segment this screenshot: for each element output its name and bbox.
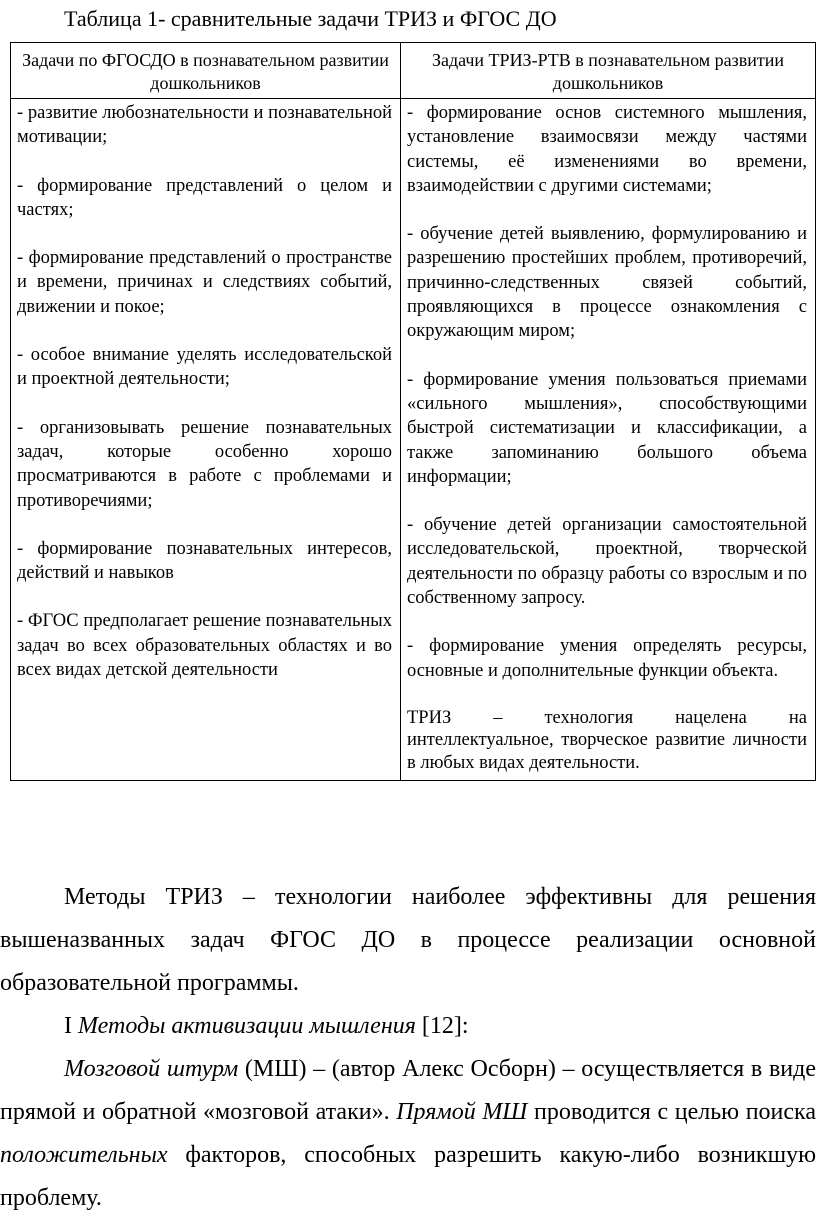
triz-task-item: - формирование основ системного мышления, установление взаимосвязи между частями системы, её изменениями во времени, взаимодействии с другими системами; <box>407 103 807 196</box>
header-fgos: Задачи по ФГОСДО в познавательном развитии дошкольников <box>11 43 401 99</box>
text-run: проводится с целью поиска <box>527 1099 816 1125</box>
triz-task-item: - формирование умения пользоваться приемами «сильного мышления», способствующими быстрой систематизации и классификации, а также запоминанию большого объема информации; <box>407 369 807 487</box>
fgos-task-item: - развитие любознательности и познавательной мотивации; <box>17 103 392 148</box>
body-text <box>0 876 816 1220</box>
section-number: I <box>64 1013 78 1039</box>
fgos-task-item: - формирование познавательных интересов, действий и навыков <box>17 538 392 584</box>
triz-task-item: - обучение детей выявлению, формулированию и разрешению простейших проблем, противоречий, причинно-следственных связей событий, проявляющихся в процессе ознакомления с окружающим миром; <box>407 224 807 342</box>
fgos-tasks-cell <box>11 99 401 781</box>
term-positive: положительных <box>0 1142 168 1168</box>
text-run: факторов, способных разрешить какую-либо возникшую проблему. <box>0 1142 816 1211</box>
table-header-row <box>11 43 816 99</box>
text-run: (МШ) – (автор Алекс Осборн) – осуществляется в виде прямой и обратной «мозговой атаки». <box>0 1056 816 1125</box>
triz-task-item: - формирование умения определять ресурсы, основные и дополнительные функции объекта. <box>407 636 807 681</box>
triz-summary-note: ТРИЗ – технология нацелена на интеллектуальное, творческое развитие личности в любых видах деятельности. <box>407 707 807 773</box>
triz-task-item: - обучение детей организации самостоятельной исследовательской, проектной, творческой деятельности по образцу работы со взрослым и по собственному запросу. <box>407 515 807 609</box>
table-caption: Таблица 1- сравнительные задачи ТРИЗ и ФГОС ДО <box>64 6 557 31</box>
fgos-task-item: - формирование представлений о пространстве и времени, причинах и следствиях событий, движении и покое; <box>17 248 392 317</box>
triz-tasks-cell <box>401 99 816 781</box>
section-title: Методы активизации мышления <box>78 1013 416 1039</box>
paragraph-methods-intro: Методы ТРИЗ – технологии наиболее эффективны для решения вышеназванных задач ФГОС ДО в процессе реализации основной образовательной программы. <box>0 884 816 996</box>
citation-ref: [12]: <box>415 1013 469 1039</box>
term-brainstorm: Мозговой штурм <box>64 1056 239 1082</box>
term-direct-brainstorm: Прямой МШ <box>396 1099 528 1125</box>
paragraph-section-heading <box>0 1005 816 1048</box>
fgos-task-item: - формирование представлений о целом и частях; <box>17 175 392 220</box>
comparison-table <box>10 42 816 781</box>
fgos-task-item: - ФГОС предполагает решение познавательных задач во всех образовательных областях и во всех видах детской деятельности <box>17 611 392 681</box>
paragraph-brainstorm <box>0 1048 816 1220</box>
header-triz: Задачи ТРИЗ-РТВ в познавательном развитии дошкольников <box>401 43 816 99</box>
table-body-row <box>11 99 816 781</box>
fgos-task-item: - организовывать решение познавательных задач, которые особенно хорошо просматриваются в работе с проблемами и противоречиями; <box>17 417 392 511</box>
fgos-task-item: - особое внимание уделять исследовательской и проектной деятельности; <box>17 345 392 390</box>
